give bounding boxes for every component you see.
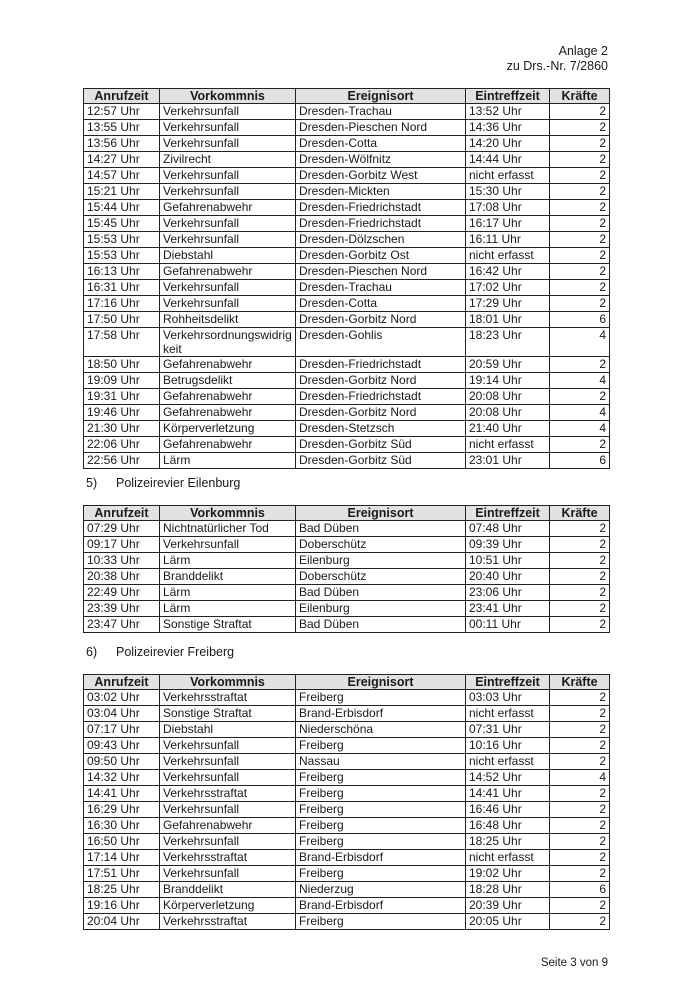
incident-cell: Verkehrsunfall	[160, 770, 296, 786]
column-header-call-time: Anrufzeit	[84, 506, 160, 521]
call-time-cell: 23:39 Uhr	[84, 601, 160, 617]
officers-cell: 2	[550, 200, 610, 216]
column-header-officers: Kräfte	[550, 506, 610, 521]
table-row	[84, 296, 610, 312]
incident-cell: Verkehrsunfall	[160, 120, 296, 136]
incident-cell: Gefahrenabwehr	[160, 357, 296, 373]
location-cell: Freiberg	[296, 834, 466, 850]
location-cell: Dresden-Gorbitz West	[296, 168, 466, 184]
call-time-cell: 15:53 Uhr	[84, 232, 160, 248]
incident-cell: Verkehrsunfall	[160, 136, 296, 152]
arrival-time-cell: nicht erfasst	[466, 437, 550, 453]
officers-cell: 2	[550, 722, 610, 738]
location-cell: Dresden-Gorbitz Ost	[296, 248, 466, 264]
incident-cell: Sonstige Straftat	[160, 706, 296, 722]
call-time-cell: 15:21 Uhr	[84, 184, 160, 200]
location-cell: Eilenburg	[296, 553, 466, 569]
call-time-cell: 07:17 Uhr	[84, 722, 160, 738]
column-header-incident: Vorkommnis	[160, 506, 296, 521]
location-cell: Dresden-Trachau	[296, 104, 466, 120]
arrival-time-cell: 20:08 Uhr	[466, 405, 550, 421]
table-row	[84, 184, 610, 200]
arrival-time-cell: 20:08 Uhr	[466, 389, 550, 405]
table-row	[84, 521, 610, 537]
incident-cell: Verkehrsunfall	[160, 232, 296, 248]
incident-cell: Gefahrenabwehr	[160, 437, 296, 453]
call-time-cell: 09:50 Uhr	[84, 754, 160, 770]
incident-cell: Verkehrsunfall	[160, 537, 296, 553]
location-cell: Freiberg	[296, 786, 466, 802]
location-cell: Doberschütz	[296, 569, 466, 585]
table-row	[84, 553, 610, 569]
page-number: Seite 3 von 9	[540, 957, 608, 969]
table-row	[84, 373, 610, 389]
officers-cell: 2	[550, 786, 610, 802]
arrival-time-cell: 21:40 Uhr	[466, 421, 550, 437]
officers-cell: 2	[550, 866, 610, 882]
officers-cell: 4	[550, 373, 610, 389]
location-cell: Dresden-Stetzsch	[296, 421, 466, 437]
location-cell: Dresden-Trachau	[296, 280, 466, 296]
incident-cell: Verkehrsunfall	[160, 738, 296, 754]
officers-cell: 2	[550, 914, 610, 930]
location-cell: Brand-Erbisdorf	[296, 706, 466, 722]
location-cell: Freiberg	[296, 914, 466, 930]
arrival-time-cell: 03:03 Uhr	[466, 690, 550, 706]
location-cell: Dresden-Pieschen Nord	[296, 120, 466, 136]
table-header-row	[84, 506, 610, 521]
incident-cell: Verkehrsunfall	[160, 834, 296, 850]
table-row	[84, 914, 610, 930]
incident-cell: Gefahrenabwehr	[160, 818, 296, 834]
call-time-cell: 14:32 Uhr	[84, 770, 160, 786]
arrival-time-cell: 14:36 Uhr	[466, 120, 550, 136]
table-row	[84, 617, 610, 633]
incident-cell: Gefahrenabwehr	[160, 264, 296, 280]
table-row	[84, 601, 610, 617]
officers-cell: 2	[550, 264, 610, 280]
call-time-cell: 16:29 Uhr	[84, 802, 160, 818]
location-cell: Dresden-Wölfnitz	[296, 152, 466, 168]
table-row	[84, 136, 610, 152]
location-cell: Dresden-Friedrichstadt	[296, 216, 466, 232]
incident-cell: Verkehrsstraftat	[160, 690, 296, 706]
location-cell: Freiberg	[296, 738, 466, 754]
arrival-time-cell: 16:46 Uhr	[466, 802, 550, 818]
arrival-time-cell: 20:05 Uhr	[466, 914, 550, 930]
table-row	[84, 120, 610, 136]
table-row	[84, 421, 610, 437]
table-row	[84, 328, 610, 357]
arrival-time-cell: 07:31 Uhr	[466, 722, 550, 738]
officers-cell: 2	[550, 818, 610, 834]
call-time-cell: 22:56 Uhr	[84, 453, 160, 469]
call-time-cell: 20:04 Uhr	[84, 914, 160, 930]
column-header-officers: Kräfte	[550, 89, 610, 104]
arrival-time-cell: 10:51 Uhr	[466, 553, 550, 569]
call-time-cell: 17:58 Uhr	[84, 328, 160, 357]
incident-cell: Diebstahl	[160, 248, 296, 264]
location-cell: Niederzug	[296, 882, 466, 898]
location-cell: Dresden-Dölzschen	[296, 232, 466, 248]
call-time-cell: 14:57 Uhr	[84, 168, 160, 184]
location-cell: Dresden-Friedrichstadt	[296, 357, 466, 373]
officers-cell: 2	[550, 537, 610, 553]
incident-cell: Zivilrecht	[160, 152, 296, 168]
incident-cell: Lärm	[160, 601, 296, 617]
table-row	[84, 405, 610, 421]
location-cell: Eilenburg	[296, 601, 466, 617]
section-6-title	[86, 645, 234, 659]
arrival-time-cell: 16:48 Uhr	[466, 818, 550, 834]
arrival-time-cell: nicht erfasst	[466, 248, 550, 264]
call-time-cell: 21:30 Uhr	[84, 421, 160, 437]
column-header-call-time: Anrufzeit	[84, 89, 160, 104]
annex-label: Anlage 2	[558, 44, 608, 58]
table-row	[84, 898, 610, 914]
location-cell: Dresden-Gorbitz Süd	[296, 437, 466, 453]
table-row	[84, 312, 610, 328]
column-header-location: Ereignisort	[296, 89, 466, 104]
incident-cell: Verkehrsordnungswidrigkeit	[160, 328, 296, 357]
table-row	[84, 389, 610, 405]
arrival-time-cell: 17:08 Uhr	[466, 200, 550, 216]
location-cell: Dresden-Friedrichstadt	[296, 200, 466, 216]
location-cell: Dresden-Gohlis	[296, 328, 466, 357]
column-header-arrival-time: Eintreffzeit	[466, 506, 550, 521]
arrival-time-cell: 18:23 Uhr	[466, 328, 550, 357]
column-header-incident: Vorkommnis	[160, 675, 296, 690]
table-row	[84, 264, 610, 280]
location-cell: Doberschütz	[296, 537, 466, 553]
table-row	[84, 706, 610, 722]
call-time-cell: 17:50 Uhr	[84, 312, 160, 328]
call-time-cell: 18:50 Uhr	[84, 357, 160, 373]
table-row	[84, 866, 610, 882]
call-time-cell: 09:17 Uhr	[84, 537, 160, 553]
officers-cell: 2	[550, 389, 610, 405]
arrival-time-cell: nicht erfasst	[466, 706, 550, 722]
officers-cell: 2	[550, 706, 610, 722]
call-time-cell: 23:47 Uhr	[84, 617, 160, 633]
arrival-time-cell: 18:28 Uhr	[466, 882, 550, 898]
call-time-cell: 15:44 Uhr	[84, 200, 160, 216]
arrival-time-cell: 09:39 Uhr	[466, 537, 550, 553]
officers-cell: 2	[550, 232, 610, 248]
location-cell: Dresden-Cotta	[296, 136, 466, 152]
location-cell: Dresden-Friedrichstadt	[296, 389, 466, 405]
table-row	[84, 168, 610, 184]
arrival-time-cell: nicht erfasst	[466, 850, 550, 866]
table-row	[84, 882, 610, 898]
arrival-time-cell: 23:01 Uhr	[466, 453, 550, 469]
officers-cell: 2	[550, 136, 610, 152]
officers-cell: 2	[550, 898, 610, 914]
officers-cell: 2	[550, 738, 610, 754]
location-cell: Nassau	[296, 754, 466, 770]
location-cell: Bad Düben	[296, 617, 466, 633]
incident-cell: Verkehrsunfall	[160, 280, 296, 296]
column-header-officers: Kräfte	[550, 675, 610, 690]
table-row	[84, 216, 610, 232]
call-time-cell: 19:09 Uhr	[84, 373, 160, 389]
arrival-time-cell: 20:40 Uhr	[466, 569, 550, 585]
incident-cell: Verkehrsunfall	[160, 866, 296, 882]
location-cell: Freiberg	[296, 866, 466, 882]
officers-cell: 2	[550, 357, 610, 373]
call-time-cell: 16:13 Uhr	[84, 264, 160, 280]
location-cell: Dresden-Gorbitz Nord	[296, 373, 466, 389]
incident-cell: Verkehrsunfall	[160, 168, 296, 184]
arrival-time-cell: 19:02 Uhr	[466, 866, 550, 882]
incident-cell: Verkehrsunfall	[160, 802, 296, 818]
arrival-time-cell: 16:17 Uhr	[466, 216, 550, 232]
officers-cell: 2	[550, 601, 610, 617]
call-time-cell: 09:43 Uhr	[84, 738, 160, 754]
arrival-time-cell: 20:39 Uhr	[466, 898, 550, 914]
table-row	[84, 280, 610, 296]
table-row	[84, 453, 610, 469]
officers-cell: 6	[550, 312, 610, 328]
call-time-cell: 17:51 Uhr	[84, 866, 160, 882]
section-5-title	[86, 476, 240, 490]
location-cell: Dresden-Pieschen Nord	[296, 264, 466, 280]
incident-table-freiberg	[83, 674, 610, 930]
call-time-cell: 10:33 Uhr	[84, 553, 160, 569]
table-row	[84, 850, 610, 866]
arrival-time-cell: 14:20 Uhr	[466, 136, 550, 152]
incident-cell: Verkehrsunfall	[160, 296, 296, 312]
table-row	[84, 722, 610, 738]
column-header-arrival-time: Eintreffzeit	[466, 89, 550, 104]
officers-cell: 2	[550, 437, 610, 453]
incident-cell: Gefahrenabwehr	[160, 389, 296, 405]
column-header-arrival-time: Eintreffzeit	[466, 675, 550, 690]
incident-cell: Körperverletzung	[160, 898, 296, 914]
location-cell: Freiberg	[296, 802, 466, 818]
table-row	[84, 248, 610, 264]
table-row	[84, 200, 610, 216]
call-time-cell: 22:06 Uhr	[84, 437, 160, 453]
location-cell: Bad Düben	[296, 585, 466, 601]
incident-cell: Sonstige Straftat	[160, 617, 296, 633]
call-time-cell: 20:38 Uhr	[84, 569, 160, 585]
call-time-cell: 03:02 Uhr	[84, 690, 160, 706]
location-cell: Bad Düben	[296, 521, 466, 537]
arrival-time-cell: 23:06 Uhr	[466, 585, 550, 601]
document-number: zu Drs.-Nr. 7/2860	[506, 59, 608, 73]
call-time-cell: 15:45 Uhr	[84, 216, 160, 232]
arrival-time-cell: 16:42 Uhr	[466, 264, 550, 280]
table-row	[84, 537, 610, 553]
officers-cell: 2	[550, 184, 610, 200]
location-cell: Freiberg	[296, 818, 466, 834]
table-row	[84, 357, 610, 373]
table-row	[84, 802, 610, 818]
arrival-time-cell: 17:29 Uhr	[466, 296, 550, 312]
officers-cell: 2	[550, 152, 610, 168]
location-cell: Dresden-Gorbitz Nord	[296, 405, 466, 421]
incident-cell: Gefahrenabwehr	[160, 200, 296, 216]
officers-cell: 2	[550, 248, 610, 264]
officers-cell: 2	[550, 280, 610, 296]
incident-cell: Körperverletzung	[160, 421, 296, 437]
officers-cell: 2	[550, 754, 610, 770]
arrival-time-cell: 18:01 Uhr	[466, 312, 550, 328]
officers-cell: 2	[550, 802, 610, 818]
officers-cell: 2	[550, 120, 610, 136]
arrival-time-cell: 23:41 Uhr	[466, 601, 550, 617]
officers-cell: 2	[550, 521, 610, 537]
call-time-cell: 14:27 Uhr	[84, 152, 160, 168]
arrival-time-cell: 17:02 Uhr	[466, 280, 550, 296]
incident-cell: Branddelikt	[160, 882, 296, 898]
arrival-time-cell: 20:59 Uhr	[466, 357, 550, 373]
incident-cell: Verkehrsstraftat	[160, 914, 296, 930]
arrival-time-cell: 14:44 Uhr	[466, 152, 550, 168]
column-header-location: Ereignisort	[296, 506, 466, 521]
location-cell: Freiberg	[296, 770, 466, 786]
document-header	[507, 44, 608, 74]
officers-cell: 4	[550, 328, 610, 357]
table-row	[84, 690, 610, 706]
arrival-time-cell: 00:11 Uhr	[466, 617, 550, 633]
arrival-time-cell: 13:52 Uhr	[466, 104, 550, 120]
call-time-cell: 14:41 Uhr	[84, 786, 160, 802]
officers-cell: 2	[550, 553, 610, 569]
incident-table-dresden	[83, 88, 610, 469]
arrival-time-cell: nicht erfasst	[466, 754, 550, 770]
table-row	[84, 738, 610, 754]
call-time-cell: 18:25 Uhr	[84, 882, 160, 898]
column-header-call-time: Anrufzeit	[84, 675, 160, 690]
incident-cell: Branddelikt	[160, 569, 296, 585]
arrival-time-cell: 07:48 Uhr	[466, 521, 550, 537]
officers-cell: 2	[550, 216, 610, 232]
officers-cell: 2	[550, 168, 610, 184]
table-row	[84, 569, 610, 585]
incident-cell: Nichtnatürlicher Tod	[160, 521, 296, 537]
officers-cell: 2	[550, 296, 610, 312]
location-cell: Freiberg	[296, 690, 466, 706]
call-time-cell: 13:56 Uhr	[84, 136, 160, 152]
arrival-time-cell: 10:16 Uhr	[466, 738, 550, 754]
section-number: 6)	[86, 645, 98, 659]
call-time-cell: 03:04 Uhr	[84, 706, 160, 722]
incident-cell: Verkehrsunfall	[160, 184, 296, 200]
location-cell: Brand-Erbisdorf	[296, 898, 466, 914]
location-cell: Dresden-Mickten	[296, 184, 466, 200]
call-time-cell: 22:49 Uhr	[84, 585, 160, 601]
officers-cell: 2	[550, 850, 610, 866]
table-row	[84, 585, 610, 601]
table-row	[84, 104, 610, 120]
call-time-cell: 19:46 Uhr	[84, 405, 160, 421]
table-row	[84, 770, 610, 786]
section-name: Polizeirevier Eilenburg	[116, 476, 241, 490]
arrival-time-cell: 16:11 Uhr	[466, 232, 550, 248]
table-row	[84, 786, 610, 802]
location-cell: Niederschöna	[296, 722, 466, 738]
call-time-cell: 19:16 Uhr	[84, 898, 160, 914]
location-cell: Dresden-Cotta	[296, 296, 466, 312]
officers-cell: 2	[550, 690, 610, 706]
incident-cell: Verkehrsstraftat	[160, 786, 296, 802]
call-time-cell: 16:50 Uhr	[84, 834, 160, 850]
incident-cell: Rohheitsdelikt	[160, 312, 296, 328]
call-time-cell: 19:31 Uhr	[84, 389, 160, 405]
table-header-row	[84, 89, 610, 104]
incident-cell: Verkehrsstraftat	[160, 850, 296, 866]
table-header-row	[84, 675, 610, 690]
officers-cell: 4	[550, 405, 610, 421]
location-cell: Dresden-Gorbitz Süd	[296, 453, 466, 469]
column-header-location: Ereignisort	[296, 675, 466, 690]
arrival-time-cell: nicht erfasst	[466, 168, 550, 184]
incident-cell: Lärm	[160, 585, 296, 601]
call-time-cell: 17:16 Uhr	[84, 296, 160, 312]
call-time-cell: 16:30 Uhr	[84, 818, 160, 834]
arrival-time-cell: 15:30 Uhr	[466, 184, 550, 200]
officers-cell: 2	[550, 104, 610, 120]
arrival-time-cell: 18:25 Uhr	[466, 834, 550, 850]
call-time-cell: 17:14 Uhr	[84, 850, 160, 866]
call-time-cell: 13:55 Uhr	[84, 120, 160, 136]
arrival-time-cell: 14:52 Uhr	[466, 770, 550, 786]
call-time-cell: 15:53 Uhr	[84, 248, 160, 264]
incident-cell: Gefahrenabwehr	[160, 405, 296, 421]
table-row	[84, 437, 610, 453]
incident-cell: Diebstahl	[160, 722, 296, 738]
table-row	[84, 818, 610, 834]
arrival-time-cell: 14:41 Uhr	[466, 786, 550, 802]
table-row	[84, 152, 610, 168]
table-row	[84, 754, 610, 770]
incident-cell: Lärm	[160, 453, 296, 469]
incident-cell: Verkehrsunfall	[160, 104, 296, 120]
officers-cell: 4	[550, 421, 610, 437]
officers-cell: 6	[550, 453, 610, 469]
call-time-cell: 12:57 Uhr	[84, 104, 160, 120]
location-cell: Dresden-Gorbitz Nord	[296, 312, 466, 328]
incident-cell: Verkehrsunfall	[160, 216, 296, 232]
arrival-time-cell: 19:14 Uhr	[466, 373, 550, 389]
section-number: 5)	[86, 476, 98, 490]
officers-cell: 4	[550, 770, 610, 786]
incident-cell: Verkehrsunfall	[160, 754, 296, 770]
table-row	[84, 232, 610, 248]
officers-cell: 2	[550, 585, 610, 601]
officers-cell: 2	[550, 617, 610, 633]
table-row	[84, 834, 610, 850]
incident-cell: Lärm	[160, 553, 296, 569]
location-cell: Brand-Erbisdorf	[296, 850, 466, 866]
officers-cell: 6	[550, 882, 610, 898]
officers-cell: 2	[550, 569, 610, 585]
officers-cell: 2	[550, 834, 610, 850]
call-time-cell: 07:29 Uhr	[84, 521, 160, 537]
call-time-cell: 16:31 Uhr	[84, 280, 160, 296]
incident-cell: Betrugsdelikt	[160, 373, 296, 389]
section-name: Polizeirevier Freiberg	[116, 645, 235, 659]
column-header-incident: Vorkommnis	[160, 89, 296, 104]
incident-table-eilenburg	[83, 505, 610, 633]
